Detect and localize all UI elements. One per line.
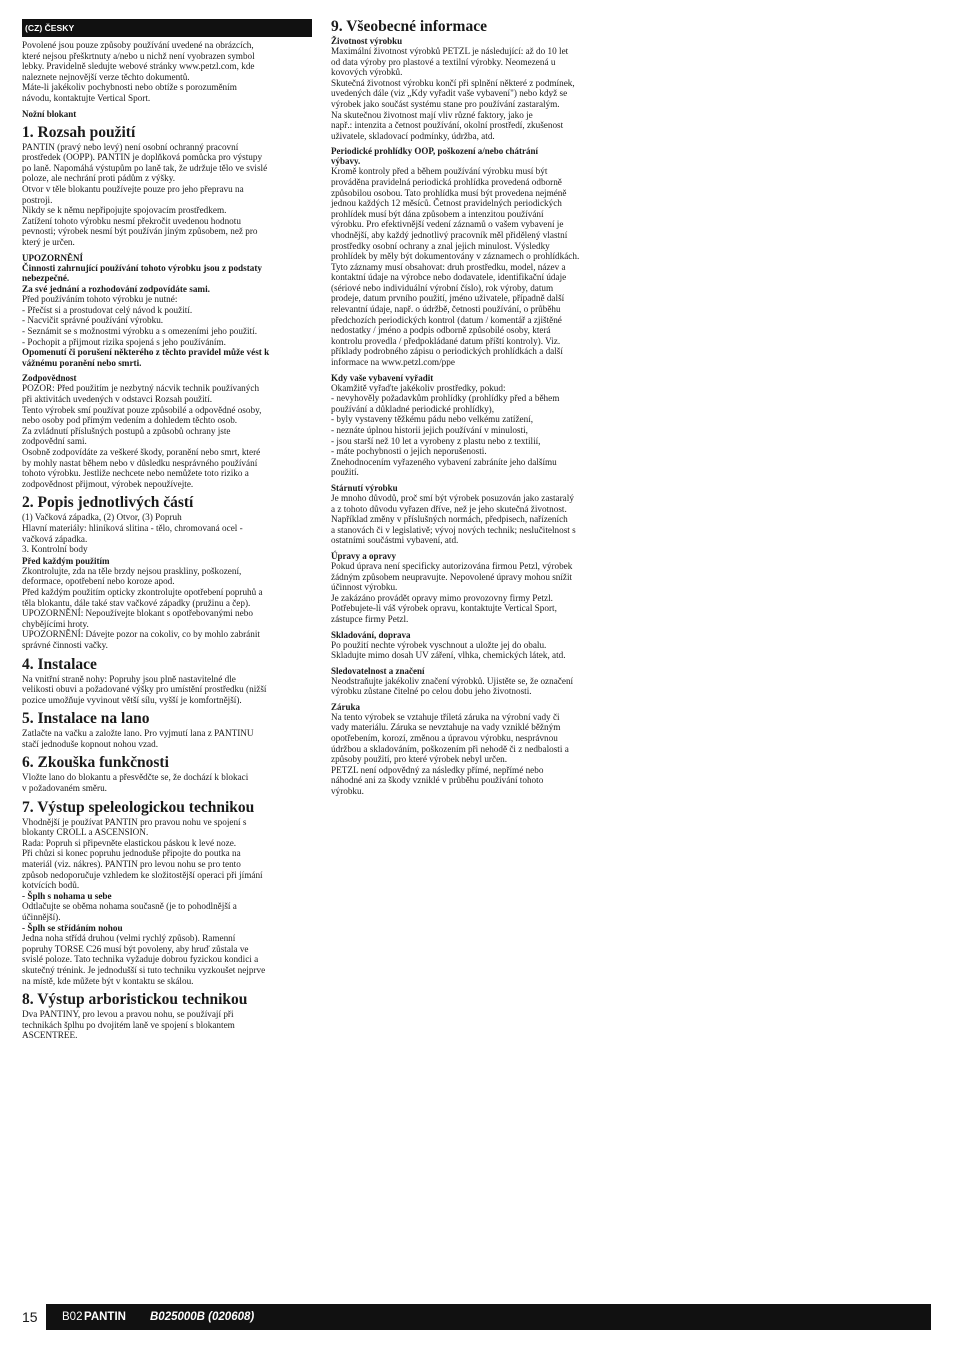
section-heading: 2. Popis jednotlivých částí: [22, 494, 194, 512]
paragraph: Vložte lano do blokantu a přesvědčte se, že dochází k blokaci v požadovaném směru.: [22, 772, 249, 794]
right-column: [331, 19, 621, 797]
paragraph: PANTIN (pravý nebo levý) není osobní ochranný pracovní prostředek (OOPP). PANTIN je doplňková pomůcka pro výstupy po laně. Napomáhá výstupům po laně tak, že udržuje tělo ve svislé poloze, ale nechrání proti pádům z výšky. Otvor v těle blokantu používejte pouze pro jeho přepravu na postroji. Nikdy se k němu nepřipojujte spojovacím prostředkem. Zatížení tohoto výrobku nesmí překročit uvedenou hodnotu pevnosti; výrobek nesmí být používán jiným způsobem, než pro který je určen.: [22, 141, 268, 247]
bold-paragraph: Opomenutí či porušení některého z těchto pravidel může vést k vážnému poranění nebo smrti.: [22, 347, 270, 368]
subsection-heading: Záruka: [331, 701, 361, 712]
paragraph: Pokud úprava není specificky autorizována firmou Petzl, výrobek žádným způsobem neupravujte. Nepovolené úpravy mohou snížit účinnost výrobku. Je zakázáno provádět opravy mimo provozovny firmy Petzl. Potřebujete-li váš výrobek opravu, kontaktujte Vertical Sport, zástupce firmy Petzl.: [331, 560, 573, 624]
footer-product-name: PANTIN: [84, 1311, 126, 1323]
bold-paragraph: - Šplh s nohama u sebe: [22, 890, 112, 901]
paragraph: (1) Vačková západka, (2) Otvor, (3) Popruh Hlavní materiály: hliníková slitina - tělo, chromovaná ocel - vačková západka. 3. Kontrolní body: [22, 512, 243, 555]
bold-paragraph: - Šplh se střídáním nohou: [22, 922, 123, 933]
paragraph: Zatlačte na vačku a založte lano. Pro vyjmutí lana z PANTINU stačí jednoduše kopnout nohou vzad.: [22, 728, 254, 749]
left-column: [22, 19, 312, 1041]
page-number: 15: [22, 1309, 38, 1325]
subsection-heading: Zodpovědnost: [22, 373, 77, 384]
section-heading: 6. Zkouška funkčnosti: [22, 754, 169, 772]
paragraph: Na tento výrobek se vztahuje tříletá záruka na výrobní vady či vady materiálu. Záruka se nevztahuje na vady vzniklé běžným opotřebením, korozí, změnou a úpravou výrobku, nesprávnou údržbou a skladováním, poškozením při nehodě či z nedbalosti a způsoby použití, pro které výrobek nebyl určen. PETZL není odpovědný za následky přímé, nepřímé nebo náhodné ani za škody vzniklé v průběhu používání tohoto výrobku.: [331, 711, 569, 797]
paragraph: POZOR: Před použitím je nezbytný nácvik technik používaných při aktivitách uvedených v odstavci Rozsah použití. Tento výrobek smí používat pouze způsobilé a odpovědné osoby, nebo osoby pod přímým vedením a dohledem těchto osob. Za zvládnutí příslušných postupů a způsobů ochrany jste zodpovědní sami. Osobně zodpovídáte za veškeré škody, poranění nebo smrt, které by mohly nastat během nebo v důsledku nesprávného používání tohoto výrobku. Jestliže nechcete nebo nemůžete toto riziko a zodpovědnost přijmout, výrobek nepoužívejte.: [22, 383, 262, 489]
subsection-heading: Periodické prohlídky OOP, poškození a/nebo chátrání výbavy.: [331, 146, 539, 167]
paragraph: Na vnitřní straně nohy: Popruhy jsou plně nastavitelné dle velikosti obuvi a požadované výšky pro umístění prostředku (nižší pozice umožňuje vyvinout větší sílu, vyšší je komfortnější).: [22, 673, 267, 705]
subsection-heading: Úpravy a opravy: [331, 550, 396, 561]
subsection-heading: Sledovatelnost a značení: [331, 665, 425, 676]
section-heading: 7. Výstup speleologickou technikou: [22, 798, 255, 816]
page-footer: [22, 1304, 931, 1330]
section-heading: 9. Všeobecné informace: [331, 18, 487, 35]
subsection-heading: UPOZORNĚNÍ: [22, 252, 84, 263]
paragraph: Kromě kontroly před a během používání výrobku musí být prováděna pravidelná periodická prohlídka provedená odborně způsobilou osobou. Tato prohlídka musí být provedena nejméně jednou každých 12 měsíců. Četnost pravidelných periodických prohlídek musí být dána způsobem a intenzitou používání výrobku. Pro efektivnější vedení záznamů o vašem vybavení je vhodnější, aby každý jednotlivý pracovník měl přidělený vlastní prostředky osobní ochrany a znal jejich minulost. Výsledky prohlídek by měly být dokumentovány v záznamech o prohlídkách. Tyto záznamy musí obsahovat: druh prostředku, model, název a kontaktní údaje na výrobce nebo dodavatele, identifikační údaje (sériové nebo individuální výrobní číslo), rok výroby, datum prodeje, datum prvního použití, jméno uživatele, případně další relevantní údaje, např. o údržbě, četnosti používání, o průběhu předchozích periodických kontrol (datum / komentář a zjištěné nedostatky / jméno a podpis odborně způsobilé osoby, která kontrolu provedla / předpokládané datum příští kontroly). Viz. příklady podrobného zápisu o periodických prohlídkách a další informace na www.petzl.com/ppe: [331, 166, 580, 368]
section-heading: 4. Instalace: [22, 655, 97, 673]
paragraph: Povolené jsou pouze způsoby používání uvedené na obrázcích, které nejsou přeškrtnuty a/nebo u nichž není vyobrazen symbol lebky. Pravidelně sledujte webové stránky www.petzl.com, kde naleznete nejnovější verze těchto dokumentů. Máte-li jakékoliv pochybnosti nebo obtíže s porozuměním návodu, kontaktujte Vertical Sport.: [22, 40, 255, 103]
subsection-heading: Před každým použitím: [22, 555, 110, 566]
subsection-heading: Stárnutí výrobku: [331, 482, 398, 493]
bold-paragraph: Činnosti zahrnující používání tohoto výrobku jsou z podstaty nebezpečné. Za své jednání a rozhodování zodpovídáte sami.: [22, 262, 263, 294]
paragraph: Po použití nechte výrobek vyschnout a uložte jej do obalu. Skladujte mimo dosah UV záření, vlhka, chemických látek, atd.: [331, 639, 566, 661]
right-column-content: [331, 19, 621, 797]
left-column-content: [22, 40, 312, 1041]
paragraph: Je mnoho důvodů, proč smí být výrobek posuzován jako zastaralý a z tohoto důvodu vyřazen dříve, než je jeho skutečná životnost. Například změny v příslušných normách, předpisech, nařízeních a stanovách či v legislativě; vývoj nových technik; neslučitelnost s ostatními součástmi vybavení, atd.: [331, 492, 576, 546]
footer-document-reference: B025000B (020608): [150, 1311, 255, 1323]
section-heading: 5. Instalace na lano: [22, 710, 150, 728]
paragraph: Okamžitě vyřaďte jakékoliv prostředky, pokud: - nevyhověly požadavkům prohlídky (prohlídky před a během používání a důkladné periodické prohlídky), - byly vystaveny těžkému pádu nebo velkému zatížení, - neznáte úplnou historii jejich používání v minulosti, - jsou starší než 10 let a vyrobeny z plastu nebo z textilií, - máte pochybnosti o jejich neporušenosti. Znehodnocením vyřazeného vybavení zabráníte jeho dalšímu použití.: [331, 382, 560, 478]
section-heading: 1. Rozsah použití: [22, 123, 136, 141]
paragraph: Před používáním tohoto výrobku je nutné: - Přečíst si a prostudovat celý návod k použití. - Nacvičit správné používání výrobku. - Seznámit se s možnostmi výrobku a s omezeními jeho použití. - Pochopit a přijmout rizika spojená s jeho používáním.: [22, 294, 258, 347]
paragraph: Jedna noha střídá druhou (velmi rychlý způsob). Ramenní popruhy TORSE C26 musí být povoleny, aby hruď zůstala ve svislé poloze. Tato technika vyžaduje dobrou fyzickou kondici a skutečný trénink. Je jednodušší si tuto techniku vyzkoušet nejprve na místě, kde můžete být v kontaktu se skálou.: [22, 933, 266, 986]
subsection-heading: Skladování, doprava: [331, 629, 411, 640]
paragraph: Vhodnější je používat PANTIN pro pravou nohu ve spojení s blokanty CROLL a ASCENSION. Rada: Popruh si připevněte elastickou páskou k levé noze. Při chůzi si konec popruhu jednoduše připojte do poutka na materiál (viz. nákres). PANTIN pro levou nohu se pro tento způsob nedoporučuje vzhledem ke složitostější operaci při jímání kotvících bodů.: [22, 816, 263, 891]
subsection-heading: Životnost výrobku: [331, 36, 403, 46]
subsection-heading: Kdy vaše vybavení vyřadit: [331, 372, 434, 383]
footer-bar: [46, 1304, 931, 1330]
language-header: (CZ) ČESKY: [22, 19, 312, 37]
paragraph: Maximální životnost výrobků PETZL je následující: až do 10 let od data výroby pro plastové a textilní výrobky. Neomezená u kovových výrobků. Skutečná životnost výrobku končí při splnění některé z podmínek, uvedených dále (viz „Kdy vyřadit vaše vybavení") nebo když se výrobek jako součást systému stane pro používání zastaralým. Na skutečnou životnost mají vliv různé faktory, jako je např.: intenzita a četnost používání, okolní prostředí, zkušenost uživatele, skladovací podmínky, údržba, atd.: [331, 46, 575, 141]
footer-code: B02: [62, 1311, 83, 1323]
paragraph: Neodstraňujte jakékoliv značení výrobků. Ujistěte se, že označení výrobku zůstane čitelné po celou dobu jeho životnosti.: [331, 675, 574, 697]
section-heading: 8. Výstup arboristickou technikou: [22, 991, 248, 1009]
paragraph: Dva PANTINY, pro levou a pravou nohu, se používají při technikách šplhu po dvojitém laně ve spojení s blokantem ASCENTREE.: [22, 1009, 235, 1041]
subsection-heading: Nožní blokant: [22, 108, 77, 119]
paragraph: Zkontrolujte, zda na těle brzdy nejsou praskliny, poškození, deformace, opotřebení nebo koroze apod. Před každým použitím opticky zkontrolujte opotřebení popruhů a těla blokantu, dále také stav vačkové západky (pružinu a čep). UPOZORNĚNÍ: Nepoužívejte blokant s opotřebovanými nebo chybějícími hroty. UPOZORNĚNÍ: Dávejte pozor na cokoliv, co by mohlo zabránit správné činnosti vačky.: [22, 565, 263, 650]
paragraph: Odtlačujte se oběma nohama současně (je to pohodlnější a účinnější).: [22, 901, 237, 922]
